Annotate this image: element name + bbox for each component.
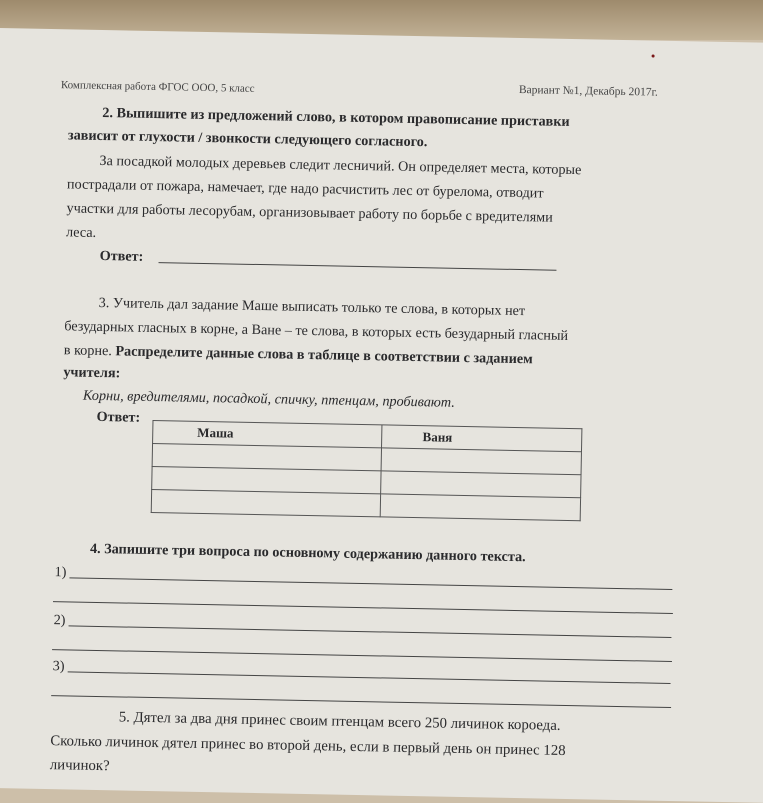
task2-answer-label: Ответ:	[99, 247, 144, 265]
task2-text-line: За посадкой молодых деревьев следит лесничий. Он определяет места, которые	[99, 152, 582, 179]
task2-text-line: леса.	[65, 224, 97, 241]
task5-line2: Сколько личинок дятел принес во второй день, если в первый день он принес 128	[50, 733, 566, 759]
worksheet-page	[0, 28, 763, 803]
table-header-masha: Маша	[153, 421, 383, 448]
task4-answer-line[interactable]	[53, 601, 673, 614]
task3-line3-plain: в корне.	[63, 342, 113, 360]
task4-answer-line[interactable]	[69, 577, 672, 590]
task3-answer-label: Ответ:	[96, 408, 141, 426]
task4-answer-line[interactable]	[68, 671, 671, 684]
header-right: Вариант №1, Декабрь 2017г.	[518, 83, 658, 99]
ink-dot	[652, 55, 655, 58]
task3-line4: учителя:	[63, 364, 121, 382]
table-header-vanya: Ваня	[382, 425, 582, 452]
task4-item-label: 1)	[54, 564, 67, 581]
task3-line3-bold: Распределите данные слова в таблице в соответствии с заданием	[115, 343, 533, 368]
task2-instruction-line1: 2. Выпишите из предложений слово, в котором правописание приставки	[102, 104, 570, 130]
header-left: Комплексная работа ФГОС ООО, 5 класс	[60, 79, 255, 95]
task4-instruction: 4. Запишите три вопроса по основному содержанию данного текста.	[89, 540, 526, 566]
task4-answer-line[interactable]	[52, 649, 672, 662]
task4-item-label: 2)	[53, 612, 66, 629]
task5-line1: 5. Дятел за два дня принес своим птенцам всего 250 личинок короеда.	[118, 709, 561, 734]
table-cell[interactable]	[151, 489, 381, 516]
task4-answer-line[interactable]	[69, 625, 672, 638]
task3-answer-table	[151, 420, 583, 521]
task3-line1: 3. Учитель дал задание Маше выписать только те слова, в которых нет	[98, 294, 526, 320]
task2-instruction-line2: зависит от глухости / звонкости следующего согласного.	[67, 127, 428, 151]
task2-text-line: пострадали от пожара, намечает, где надо расчистить лес от бурелома, отводит	[66, 176, 544, 202]
task5-line3: личинок?	[49, 757, 110, 775]
task3-words: Корни, вредителями, посадкой, спичку, птенцам, пробивают.	[82, 387, 455, 411]
task3-line2: безударных гласных в корне, а Ване – те слова, в которых есть безударный гласный	[64, 318, 569, 344]
task2-answer-line[interactable]	[159, 262, 557, 271]
task4-item-label: 3)	[52, 658, 65, 675]
task2-text-line: участки для работы лесорубам, организовывает работу по борьбе с вредителями	[66, 200, 553, 226]
table-cell[interactable]	[381, 494, 581, 521]
